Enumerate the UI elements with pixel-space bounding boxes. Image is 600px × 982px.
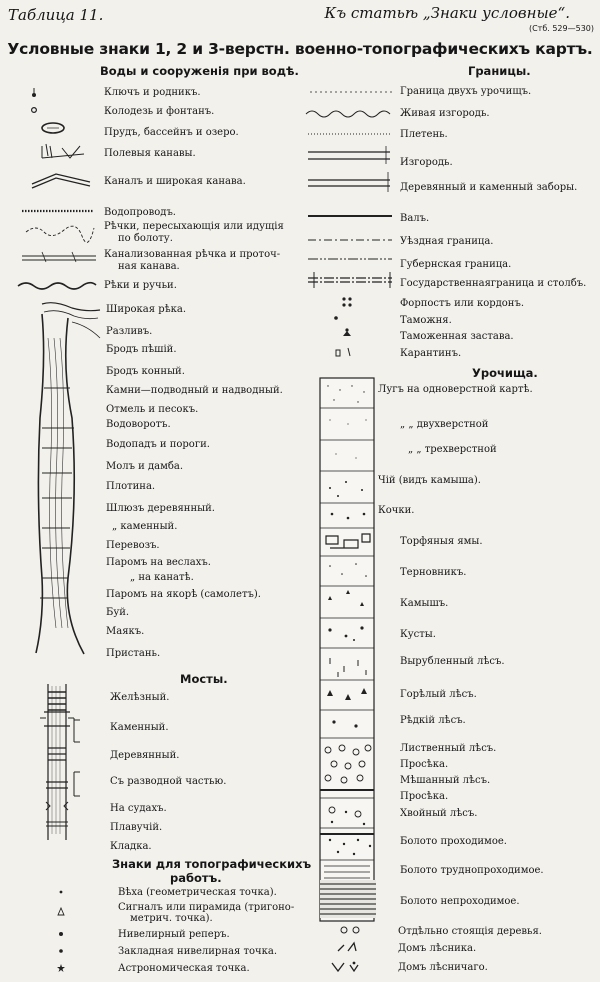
legend-label: Прудъ, бассейнъ и озеро. [104,127,239,138]
legend-label: Граница двухъ урочищъ. [400,86,532,97]
survey-point-icon [56,887,66,897]
aqueduct-icon [22,206,94,216]
legend-label: Чій (видъ камыша). [378,475,481,486]
legend-label: Водопроводъ. [104,207,176,218]
legend-label: Желѣзный. [110,692,170,703]
legend-label: Губернская граница. [400,259,512,270]
legend-label: Ключъ и родникъ. [104,87,201,98]
section-title-borders: Границы. [468,64,531,78]
legend-label: Болото труднопроходимое. [400,865,544,876]
legend-label: Сигналъ или пирамида (тригоно- [118,902,295,913]
legend-label: Болото непроходимое. [400,896,520,907]
legend-label: Таможенная застава. [400,331,514,342]
legend-label: Канализованная рѣчка и проточ- [104,249,281,260]
legend-label: Бродъ конный. [106,366,185,377]
field-ditch-icon [40,142,86,162]
legend-label: Бродъ пѣшій. [106,344,177,355]
legend-label: Пристань. [106,648,161,659]
legend-label: Молъ и дамба. [106,461,184,472]
legend-label: Разливъ. [106,326,153,337]
section-title-topo-2: работъ. [170,871,222,885]
legend-label: Камни—подводный и надводный. [106,385,283,396]
section-title-tracts: Урочища. [472,366,538,380]
legend-label: Таможня. [400,315,452,326]
legend-label: „ каменный. [112,521,178,532]
legend-label: Горѣлый лѣсъ. [400,689,477,700]
tract-swatches [318,378,378,923]
legend-label: Болото проходимое. [400,836,507,847]
legend-label: Широкая рѣка. [106,304,187,315]
legend-label: Каменный. [110,722,169,733]
legend-label: Государственнаяграница и столбъ. [400,278,587,289]
legend-label: Плетень. [400,129,448,140]
river-icon [18,278,96,292]
well-icon [28,104,40,116]
legend-label: Полевыя канавы. [104,148,196,159]
bridges-illustration [44,684,94,844]
legend-label: Карантинъ. [400,348,462,359]
channel-icon [22,250,96,264]
legend-label: Отмель и песокъ. [106,404,199,415]
section-title-water: Воды и сооруженія при водѣ. [100,64,299,78]
legend-label: Уѣздная граница. [400,236,494,247]
legend-label: ная канава. [118,261,180,272]
astronomical-point-icon [56,963,66,973]
legend-label: Вырубленный лѣсъ. [400,656,505,667]
article-reference: Къ статьѣ „Знаки условные“. [324,4,570,22]
legend-label: Камышъ. [400,598,449,609]
legend-label: Изгородь. [400,157,453,168]
legend-label: Водопадъ и пороги. [106,439,210,450]
legend-label: Нивелирный реперъ. [118,929,230,940]
legend-label: Валъ. [400,213,430,224]
legend-label: Форпостъ или кордонъ. [400,298,524,309]
dry-stream-icon [24,222,96,242]
legend-label: Отдѣльно стоящія деревья. [398,926,542,937]
legend-label: Кусты. [400,629,436,640]
trig-signal-icon [56,906,66,918]
pond-icon [40,121,66,135]
forester-house-icon [334,941,366,955]
legend-label: Плавучій. [110,822,163,833]
legend-label: Колодезь и фонтанъ. [104,106,215,117]
legend-label: Астрономическая точка. [118,963,250,974]
legend-label: по болоту. [118,233,173,244]
legend-label: Буй. [106,607,130,618]
legend-label: Съ разводной частью. [110,776,227,787]
section-title-bridges: Мосты. [180,672,228,686]
borders-symbols [302,84,396,364]
legend-label: Домъ лѣсничаго. [398,962,488,973]
legend-label: Лиственный лѣсъ. [400,743,497,754]
legend-label: Шлюзъ деревянный. [106,503,215,514]
legend-label: Закладная нивелирная точка. [118,946,277,957]
page-reference: (Стб. 529—530) [528,24,594,33]
table-label: Таблица 11. [8,6,104,24]
legend-label: Живая изгородь. [400,108,490,119]
legend-label: Деревянный. [110,750,180,761]
legend-label: Терновникъ. [400,567,467,578]
legend-label: Деревянный и каменный заборы. [400,182,578,193]
legend-label: Кладка. [110,841,152,852]
legend-label: На судахъ. [110,803,167,814]
wide-river-illustration [28,298,104,663]
legend-label: Паромъ на веслахъ. [106,557,211,568]
legend-label: Мѣшанный лѣсъ. [400,775,491,786]
legend-label: Просѣка. [400,759,449,770]
legend-label: Перевозъ. [106,540,160,551]
legend-label: Кочки. [378,505,415,516]
legend-label: Водоворотъ. [106,419,171,430]
legend-label: „ на канатѣ. [130,572,194,583]
swamp-impassable-swatch [320,880,376,918]
legend-label: Паромъ на якорѣ (самолетъ). [106,589,261,600]
canal-icon [30,168,92,192]
lone-trees-icon [336,924,366,938]
legend-label: Хвойный лѣсъ. [400,808,478,819]
legend-label: Плотина. [106,481,156,492]
legend-label: Каналъ и широкая канава. [104,176,246,187]
spring-icon [28,86,40,100]
legend-label: Домъ лѣсника. [398,943,477,954]
legend-label: Лугъ на одноверстной картѣ. [378,384,533,395]
legend-label: Рѣдкій лѣсъ. [400,715,466,726]
benchmark-icon [56,929,66,939]
level-point-icon [56,946,66,956]
legend-label: Вѣха (геометрическая точка). [118,887,277,898]
legend-label: Торфяныя ямы. [400,536,483,547]
legend-label: Просѣка. [400,791,449,802]
forest-warden-house-icon [330,959,370,973]
section-title-topo: Знаки для топографическихъ [112,857,312,871]
legend-label: Рѣчки, пересыхающія или идущія [104,221,284,232]
legend-label: Маякъ. [106,626,145,637]
legend-label: метрич. точка). [130,913,213,924]
legend-label: „ „ двухверстной [400,419,489,430]
legend-label: „ „ трехверстной [408,444,497,455]
page-title: Условные знаки 1, 2 и 3-верстн. военно-топографическихъ картъ. [7,40,593,58]
legend-label: Рѣки и ручьи. [104,280,177,291]
